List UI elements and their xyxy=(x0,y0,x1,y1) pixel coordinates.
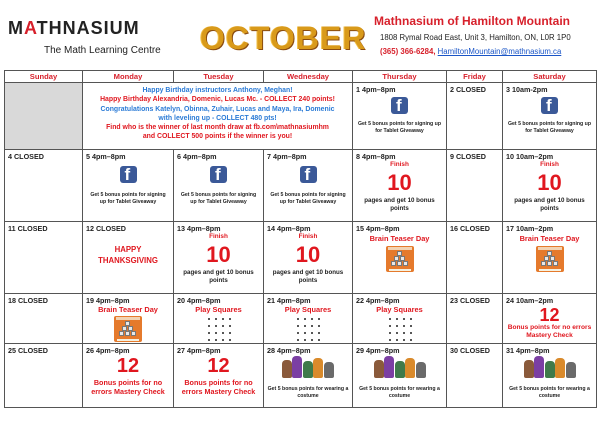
logo-tagline: The Math Learning Centre xyxy=(44,45,161,56)
halloween-costumes-icon xyxy=(374,356,426,378)
grid-dot xyxy=(229,339,231,341)
grid-dot xyxy=(222,339,224,341)
day-cell-9[interactable] xyxy=(447,150,503,222)
bonus-errors-text: Bonus points for no errors Mastery Check xyxy=(181,378,256,396)
grid-dot xyxy=(396,325,398,327)
day-label: 21 4pm–8pm xyxy=(267,296,311,305)
announcements xyxy=(85,86,350,142)
day-label: 31 4pm–8pm xyxy=(506,346,550,355)
day-label: 23 CLOSED xyxy=(450,296,490,305)
play-squares-label: Play Squares xyxy=(284,305,332,314)
finish-label: Finish xyxy=(298,233,318,240)
center-contact xyxy=(380,47,561,56)
pages-count: 10 xyxy=(537,170,562,195)
weekday-header-sunday: Sunday xyxy=(5,71,83,83)
weekday-header-thursday: Thursday xyxy=(353,71,447,83)
brain-teaser-label: Brain Teaser Day xyxy=(369,234,430,243)
grid-dot xyxy=(208,318,210,320)
day-label: 2 CLOSED xyxy=(450,85,486,94)
day-cell-13[interactable] xyxy=(174,222,264,294)
day-cell-27[interactable] xyxy=(174,344,264,408)
day-cell-11[interactable] xyxy=(5,222,83,294)
grid-dot xyxy=(215,332,217,334)
day-label: 20 4pm–8pm xyxy=(177,296,221,305)
announcement-instructor-birthdays: Happy Birthday instructors Anthony, Meghan! xyxy=(142,87,293,94)
grid-dot xyxy=(222,325,224,327)
announcement-draw-1: Find who is the winner of last month draw at fb.com\mathnasiumhm xyxy=(106,124,329,131)
grid-dot xyxy=(318,318,320,320)
grid-dot xyxy=(403,318,405,320)
day-label: 27 4pm–8pm xyxy=(177,346,221,355)
grid-dot xyxy=(215,318,217,320)
grid-dot xyxy=(318,325,320,327)
grid-dot xyxy=(297,325,299,327)
day-label: 17 10am–2pm xyxy=(506,224,554,233)
day-label: 5 4pm–8pm xyxy=(86,152,126,161)
dot-grid-icon xyxy=(387,316,413,342)
brain-teaser-label: Brain Teaser Day xyxy=(98,305,158,314)
thanksgiving-label: HAPPY THANKSGIVING xyxy=(98,245,158,265)
halloween-costumes-icon xyxy=(524,356,576,378)
day-cell-24[interactable] xyxy=(503,294,597,344)
grid-dot xyxy=(304,332,306,334)
play-squares-label: Play Squares xyxy=(376,305,423,314)
month-title: OCTOBER xyxy=(200,20,367,56)
day-cell-5[interactable] xyxy=(83,150,174,222)
day-cell-20[interactable] xyxy=(174,294,264,344)
facebook-icon[interactable] xyxy=(300,166,317,183)
day-cell-1[interactable] xyxy=(353,83,447,150)
costume-text: Get 5 bonus points for wearing a costume xyxy=(509,386,590,400)
day-cell-19[interactable] xyxy=(83,294,174,344)
day-label: 15 4pm–8pm xyxy=(356,224,400,233)
bonus-errors-text: Bonus points for no errors Mastery Check xyxy=(91,378,165,396)
grid-dot xyxy=(297,318,299,320)
day-label: 14 4pm–8pm xyxy=(267,224,311,233)
day-cell-15[interactable] xyxy=(353,222,447,294)
grid-dot xyxy=(410,339,412,341)
day-cell-31[interactable] xyxy=(503,344,597,408)
weekday-header-saturday: Saturday xyxy=(503,71,597,83)
day-label: 13 4pm–8pm xyxy=(177,224,221,233)
day-cell-29[interactable] xyxy=(353,344,447,408)
costume-text: Get 5 bonus points for wearing a costume xyxy=(267,386,349,400)
day-label: 9 CLOSED xyxy=(450,152,486,161)
day-label: 29 4pm–8pm xyxy=(356,346,400,355)
grid-dot xyxy=(396,318,398,320)
grid-dot xyxy=(311,339,313,341)
facebook-icon[interactable] xyxy=(120,166,137,183)
grid-dot xyxy=(229,332,231,334)
day-label: 24 10am–2pm xyxy=(506,296,554,305)
day-cell-12[interactable] xyxy=(83,222,174,294)
grid-dot xyxy=(410,318,412,320)
dot-grid-icon xyxy=(295,316,321,342)
pages-bonus-text: pages and get 10 bonus points xyxy=(514,197,585,213)
brain-teaser-cubes-icon xyxy=(536,246,564,272)
day-cell-7[interactable] xyxy=(264,150,353,222)
finish-label: Finish xyxy=(390,161,409,168)
announcement-level-up-1: Congratulations Katelyn, Obinna, Zuhair, Lucas and Maya, Ira, Domenic xyxy=(100,105,335,113)
grid-dot xyxy=(215,339,217,341)
day-cell-23[interactable] xyxy=(447,294,503,344)
grid-dot xyxy=(222,318,224,320)
bonus-count: 12 xyxy=(116,355,140,377)
email-link[interactable]: HamiltonMountain@mathnasium.ca xyxy=(437,47,562,56)
halloween-costumes-icon xyxy=(282,356,334,378)
tablet-giveaway-text: Get 5 bonus points for signing up for Tablet Giveaway xyxy=(358,121,441,135)
pages-count: 10 xyxy=(206,242,231,267)
grid-dot xyxy=(304,339,306,341)
grid-dot xyxy=(403,325,405,327)
announcement-level-up-2: with leveling up - COLLECT 480 pts! xyxy=(158,114,277,122)
day-label: 12 CLOSED xyxy=(86,224,126,233)
facebook-icon[interactable] xyxy=(210,166,227,183)
day-cell-4[interactable] xyxy=(5,150,83,222)
day-label: 16 CLOSED xyxy=(450,224,490,233)
grid-dot xyxy=(311,325,313,327)
grid-dot xyxy=(208,332,210,334)
grid-dot xyxy=(410,325,412,327)
announcement-draw-2: and COLLECT 500 points if the winner is you! xyxy=(142,133,293,141)
weekday-header-friday: Friday xyxy=(447,71,503,83)
day-label: 7 4pm–8pm xyxy=(267,152,307,161)
day-cell-18[interactable] xyxy=(5,294,83,344)
day-label: 8 4pm–8pm xyxy=(356,152,396,161)
grid-dot xyxy=(297,332,299,334)
grid-dot xyxy=(304,325,306,327)
day-label: 26 4pm–8pm xyxy=(86,346,130,355)
grid-dot xyxy=(389,332,391,334)
grid-dot xyxy=(311,332,313,334)
grid-dot xyxy=(396,332,398,334)
grid-dot xyxy=(318,339,320,341)
empty-cell xyxy=(5,83,83,150)
pages-count: 10 xyxy=(387,170,412,195)
phone-number[interactable]: (365) 366-6284, xyxy=(380,47,436,56)
day-cell-8[interactable] xyxy=(353,150,447,222)
grid-dot xyxy=(389,318,391,320)
grid-dot xyxy=(229,318,231,320)
tablet-giveaway-text: Get 5 bonus points for signing up for Tablet Giveaway xyxy=(508,121,591,135)
announcements-cell xyxy=(83,83,353,150)
finish-label: Finish xyxy=(540,161,559,168)
grid-dot xyxy=(396,339,398,341)
day-cell-22[interactable] xyxy=(353,294,447,344)
day-label: 30 CLOSED xyxy=(450,346,490,355)
day-cell-17[interactable] xyxy=(503,222,597,294)
day-cell-16[interactable] xyxy=(447,222,503,294)
day-cell-30[interactable] xyxy=(447,344,503,408)
grid-dot xyxy=(208,339,210,341)
grid-dot xyxy=(304,318,306,320)
center-address: 1808 Rymal Road East, Unit 3, Hamilton, ON, L0R 1P0 xyxy=(380,33,571,42)
brain-teaser-cubes-icon xyxy=(386,246,414,272)
pages-count: 10 xyxy=(295,242,321,267)
day-cell-28[interactable] xyxy=(264,344,353,408)
mathnasium-logo[interactable] xyxy=(8,18,198,64)
day-cell-3[interactable] xyxy=(503,83,597,150)
day-label: 3 10am-2pm xyxy=(506,85,548,94)
brain-teaser-cubes-icon xyxy=(114,316,142,342)
day-cell-26[interactable] xyxy=(83,344,174,408)
calendar-grid xyxy=(4,70,597,408)
pages-bonus-text: pages and get 10 bonus points xyxy=(364,197,435,213)
announcement-student-birthdays: Happy Birthday Alexandria, Domenic, Lucas Mc. - COLLECT 240 points! xyxy=(100,96,335,104)
day-cell-6[interactable] xyxy=(174,150,264,222)
day-label: 25 CLOSED xyxy=(8,346,48,355)
bonus-errors-text: Bonus points for no errors Mastery Check xyxy=(507,324,592,340)
grid-dot xyxy=(403,339,405,341)
grid-dot xyxy=(311,318,313,320)
bonus-count: 12 xyxy=(207,355,230,377)
weekday-header-monday: Monday xyxy=(83,71,174,83)
grid-dot xyxy=(410,332,412,334)
day-cell-25[interactable] xyxy=(5,344,83,408)
center-name: Mathnasium of Hamilton Mountain xyxy=(374,14,570,28)
dot-grid-icon xyxy=(206,316,232,342)
brain-teaser-label: Brain Teaser Day xyxy=(519,234,580,243)
grid-dot xyxy=(297,339,299,341)
tablet-giveaway-text: Get 5 bonus points for signing up for Tablet Giveaway xyxy=(180,192,257,206)
weekday-header-tuesday: Tuesday xyxy=(174,71,264,83)
grid-dot xyxy=(215,325,217,327)
day-cell-14[interactable] xyxy=(264,222,353,294)
grid-dot xyxy=(222,332,224,334)
day-label: 6 4pm–8pm xyxy=(177,152,217,161)
finish-label: Finish xyxy=(209,233,228,240)
day-label: 4 CLOSED xyxy=(8,152,44,161)
pages-bonus-text: pages and get 10 bonus points xyxy=(272,269,344,285)
logo-wordmark: MATHNASIUM xyxy=(8,18,140,38)
day-cell-2[interactable] xyxy=(447,83,503,150)
grid-dot xyxy=(403,332,405,334)
costume-text: Get 5 bonus points for wearing a costume xyxy=(359,386,440,400)
day-label: 19 4pm–8pm xyxy=(86,296,130,305)
grid-dot xyxy=(208,325,210,327)
day-cell-10[interactable] xyxy=(503,150,597,222)
grid-dot xyxy=(389,339,391,341)
day-label: 10 10am–2pm xyxy=(506,152,554,161)
tablet-giveaway-text: Get 5 bonus points for signing up for Tablet Giveaway xyxy=(90,192,166,206)
facebook-icon[interactable] xyxy=(541,97,558,114)
grid-dot xyxy=(318,332,320,334)
day-cell-21[interactable] xyxy=(264,294,353,344)
grid-dot xyxy=(389,325,391,327)
facebook-icon[interactable] xyxy=(391,97,408,114)
tablet-giveaway-text: Get 5 bonus points for signing up for Tablet Giveaway xyxy=(270,192,346,206)
day-label: 18 CLOSED xyxy=(8,296,48,305)
day-label: 28 4pm–8pm xyxy=(267,346,311,355)
day-label: 11 CLOSED xyxy=(8,224,48,233)
day-label: 1 4pm–8pm xyxy=(356,85,396,94)
page-header xyxy=(0,0,600,68)
grid-dot xyxy=(229,325,231,327)
play-squares-label: Play Squares xyxy=(195,305,242,314)
bonus-count: 12 xyxy=(539,305,560,325)
pages-bonus-text: pages and get 10 bonus points xyxy=(183,269,254,285)
day-label: 22 4pm–8pm xyxy=(356,296,400,305)
weekday-header-wednesday: Wednesday xyxy=(264,71,353,83)
